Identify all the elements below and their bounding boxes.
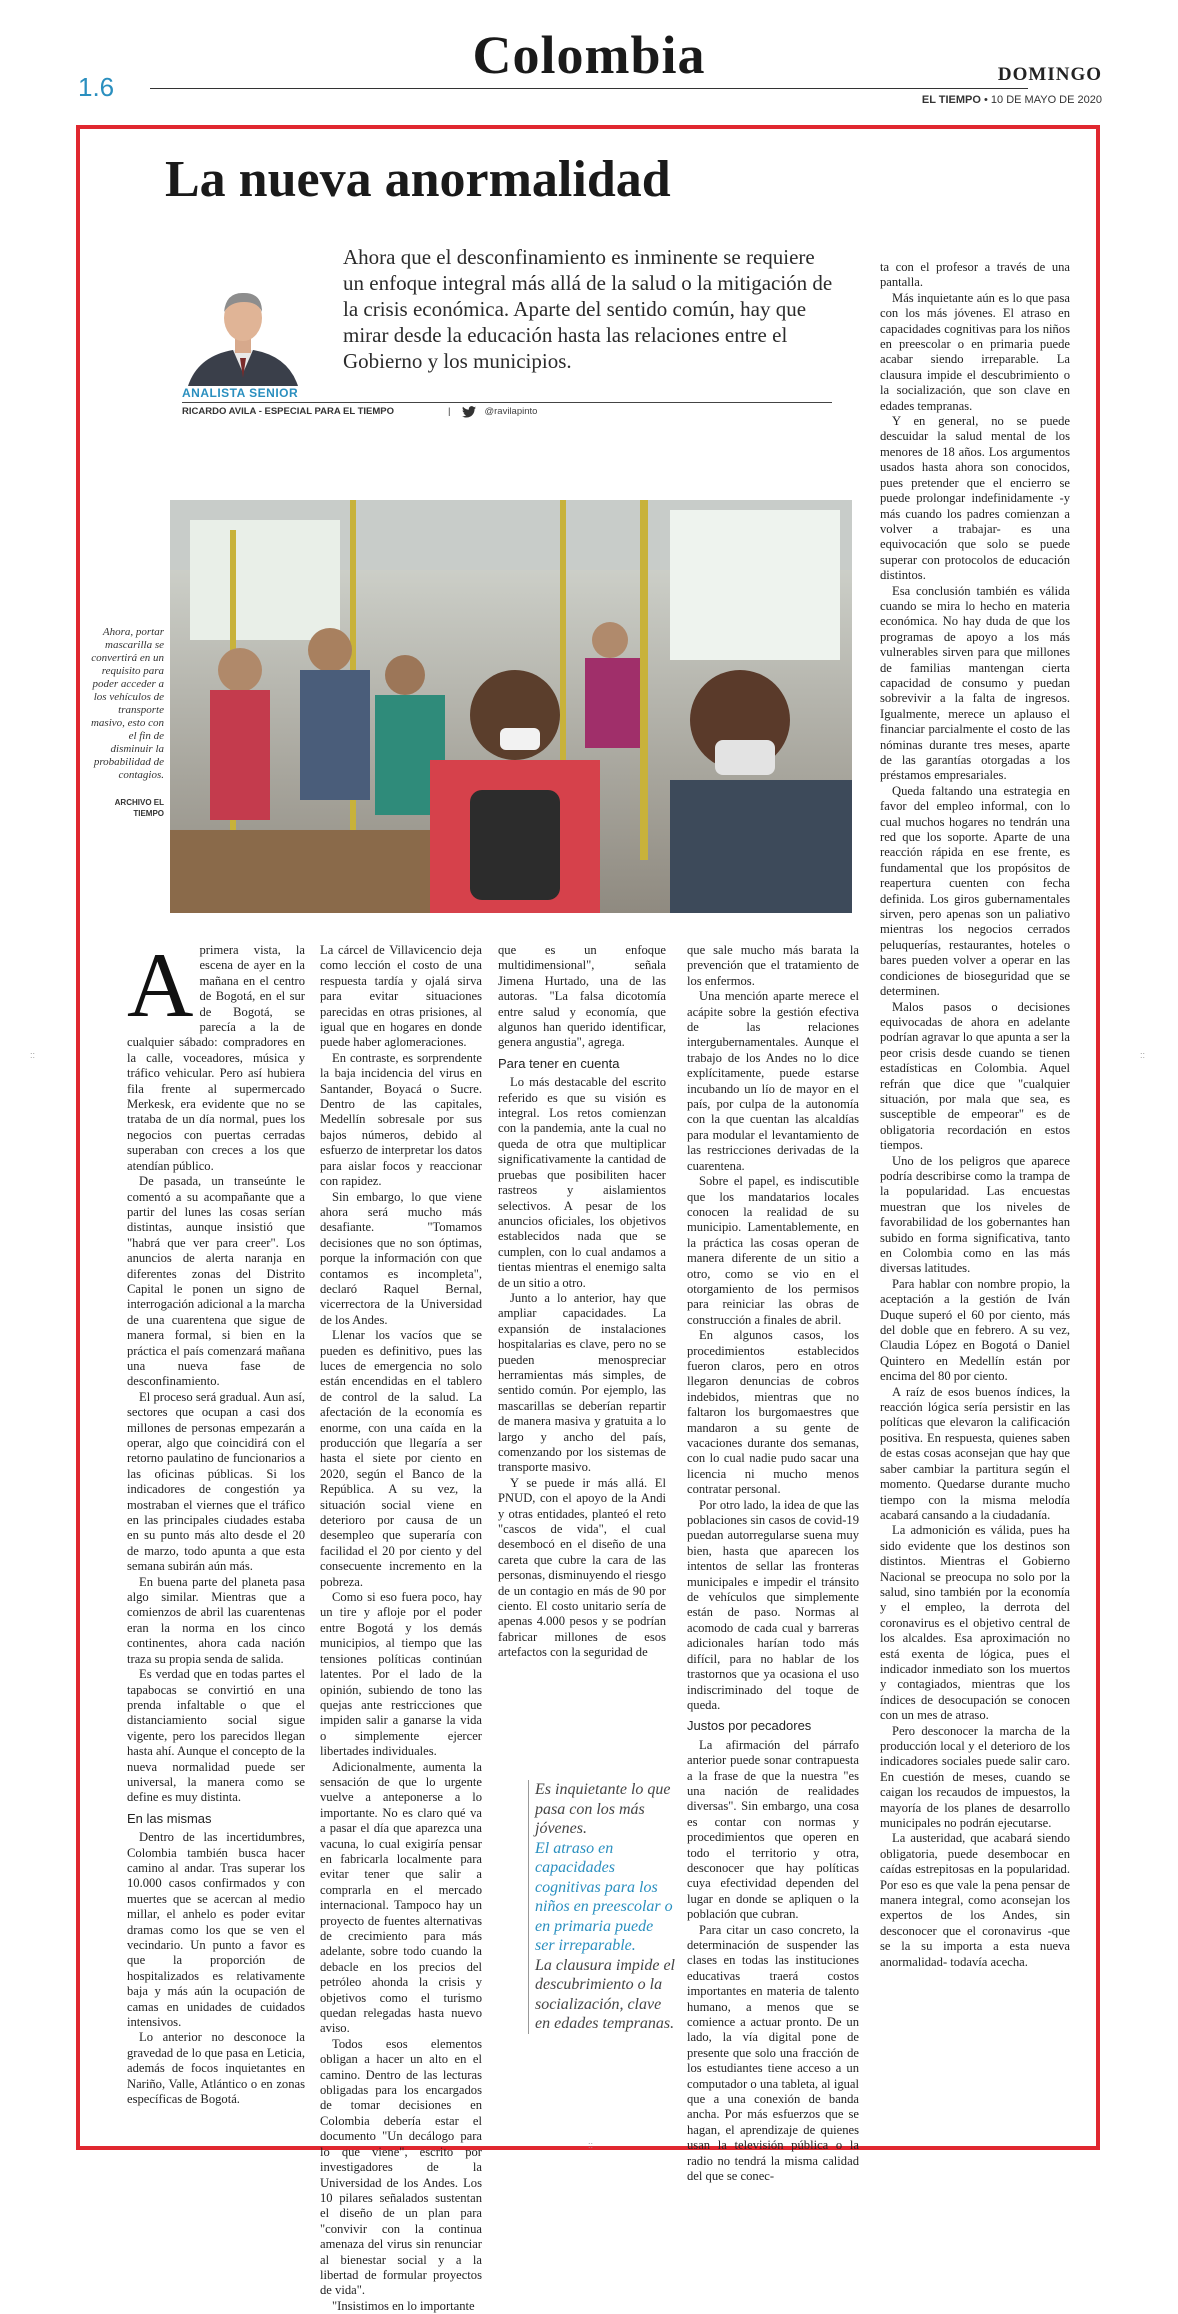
- paragraph: La afirmación del párrafo anterior puede sonar contrapuesta a la frase de que la nuestra "es una nación de realidades diversas". Sin embargo, una cosa es contar con normas y procedimientos que operen en todo el territorio y otra, desconocer que hay políticas cuya efectividad dependen del lugar en donde se apliquen o la población que cubran.: [687, 1737, 859, 1922]
- paragraph: Para hablar con nombre propio, la aceptación a la gestión de Iván Duque superó el 60 por ciento, más del doble que en febrero. A su vez, Claudia López en Bogotá o Daniel Quintero en Medellín están por encima del 80 por ciento.: [880, 1276, 1070, 1384]
- article-column-5: [880, 260, 1070, 2090]
- crop-mark: ::: [588, 2140, 594, 2150]
- paragraph: Sin embargo, lo que viene ahora será mucho más desafiante. "Tomamos decisiones que no son óptimas, porque la información con que contamos es incompleta", declaró Raquel Bernal, vicerrectora de la Universidad de los Andes.: [320, 1189, 482, 1327]
- paragraph: Malos pasos o decisiones equivocadas de ahora en adelante podrían agravar lo que apunta a ser la peor crisis desde cuando se tienen estadísticas en Colombia. Aquel refrán que dice que "cualquier situación, por mala que sea, es susceptible de empeorar" es de obligatoria recordación en estos tiempos.: [880, 999, 1070, 1153]
- paragraph: Y en general, no se puede descuidar la salud mental de los menores de 18 años. Los argumentos usados hasta ahora son conocidos, pues pretender que el encierro se puede prolongar indefinidamente -y más cuando los padres comienzan a volver a trabajar- es una equivocación que solo se puede superar con protocolos de educación distintos.: [880, 414, 1070, 583]
- pull-quote: [528, 1780, 676, 2034]
- twitter-handle[interactable]: @ravilapinto: [484, 406, 538, 417]
- section-title: Colombia: [472, 25, 706, 85]
- paragraph: El proceso será gradual. Aun así, sectores que ocupan a casi dos millones de personas empezarán a operar, algo que coincidirá con el retorno paulatino de funcionarios a las oficinas públicas. Si los indicadores de congestión ya mostraban el viernes que el tráfico en las principales ciudades estaba en su punto más alto desde el 20 de marzo, todo apunta a que esta semana subirán aún más.: [127, 1389, 305, 1574]
- paragraph: La austeridad, que acabará siendo obligatoria, puede desembocar en caídas estrepitosas en la popularidad. Por eso es que vale la pena pensar de manera integral, como aconsejan los expertos de los Andes, sin desconocer que el coronavirus -que se la su importa a esta nueva anormalidad- todavía acecha.: [880, 1831, 1070, 1969]
- article-photo: [170, 500, 852, 913]
- twitter-icon: [462, 406, 476, 418]
- byline: [182, 402, 832, 420]
- pull-quote-highlight: El atraso en capacidades cognitivas para los niños en preescolar o en primaria puede ser irreparable.: [535, 1839, 673, 1954]
- paragraph: En algunos casos, los procedimientos establecidos fueron claros, pero en otros llegaron denuncias de cobros indebidos, mientras que no faltaron los burgomaestres que mandaron a su gente de vacaciones durante dos semanas, con lo cual nadie pudo sacar una licencia ni mucho menos contratar personal.: [687, 1328, 859, 1497]
- paragraph: Sobre el papel, es indiscutible que los mandatarios locales conocen la realidad de su municipio. Lamentablemente, en la práctica las cosas operan de manera diferente de un sitio a otro, como se vio en el otorgamiento de los permisos para reiniciar las obras de construcción a finales de abril.: [687, 1174, 859, 1327]
- paragraph: La cárcel de Villavicencio deja como lección el costo de una respuesta tardía y ojalá sirva para evitar situaciones parecidas en otras prisiones, al igual que en hogares en donde puede haber aglomeraciones.: [320, 943, 482, 1050]
- paragraph: Pero desconocer la marcha de la producción local y el deterioro de los indicadores sociales puede salir caro. En cuestión de meses, cuando se caigan los recaudos de impuestos, la mayoría de los planes de desarrollo municipales no podrán ejecutarse.: [880, 1723, 1070, 1831]
- paragraph: Más inquietante aún es lo que pasa con los más jóvenes. El atraso en capacidades cognitivas para los niños en preescolar o en primaria puede acabar siendo irreparable. La clausura impide el descubrimiento o la socialización, que son clave en edades tempranas.: [880, 290, 1070, 413]
- crop-mark: ::: [30, 1050, 36, 1060]
- paragraph: A raíz de esos buenos índices, la reacción lógica sería persistir en las políticas que elevaron la calificación positiva. En respuesta, quienes saben de estas cosas aconsejan que hay que saber cambiar la partitura según el momento. Quedarse durante mucho tiempo con la misma melodía acabará cansando a la ciudadanía.: [880, 1384, 1070, 1522]
- paragraph: Todos esos elementos obligan a hacer un alto en el camino. Dentro de las lecturas obligadas para los encargados de tomar decisiones en Colombia debería estar el documento "Un decálogo para lo que viene", escrito por investigadores de la Universidad de los Andes. Los 10 pilares señalados sustentan el diseño de un plan para "convivir con la continua amenaza del virus sin renunciar al bienestar social y a la libertad de formular proyectos de vida".: [320, 2036, 482, 2298]
- paragraph: que es un enfoque multidimensional", señala Jimena Hurtado, una de las autoras. "La falsa dicotomía entre salud y economía, que algunos han querido identificar, genera angustia", agrega.: [498, 943, 666, 1050]
- paragraph: Esa conclusión también es válida cuando se mira lo hecho en materia económica. No hay duda de que los programas de apoyo a los más vulnerables sirven para que millones de familias mantengan cierta capacidad de consumo y puedan sobrevivir a la falta de ingresos. Igualmente, merece un aplauso el financiar parcialmente el costo de las nóminas durante tres meses, aparte de las garantías otorgadas a los préstamos empresariales.: [880, 583, 1070, 783]
- pull-quote-close: La clausura impide el descubrimiento o la socialización, clave en edades tempranas.: [535, 1956, 675, 2032]
- paragraph: En buena parte del planeta pasa algo similar. Mientras que a comienzos de abril las cuarentenas eran la norma en los cinco continentes, ahora cada nación traza su propia senda de salida.: [127, 1574, 305, 1666]
- article-column-2: [320, 943, 482, 2313]
- paragraph: Adicionalmente, aumenta la sensación de que lo urgente vuelve a anteponerse a lo importante. No es claro qué va a pasar el día que aparezca una vacuna, lo cual exigiría pensar en fabricarla localmente para evitar tener que salir a comprarla en el mercado internacional. Tampoco hay un proyecto de fuentes alternativas de crecimiento para más adelante, sobre todo cuando la debacle en los precios del petróleo ahonda la crisis y objetivos como el turismo quedan relegadas hasta nuevo aviso.: [320, 1759, 482, 2036]
- dateline: [922, 94, 1102, 106]
- paragraph: La admonición es válida, pues ha sido evidente que los destinos son distintos. Mientras el Gobierno Nacional se preocupa no solo por la salud, sino también por la economía y el empleo, la derrota del coronavirus es el objetivo central de los alcaldes. Esa aproximación no está exenta de lógica, pues el indicador inmediato son los muertos y contagiados, mientras que los índices de desocupación se conocen con un mes de atraso.: [880, 1523, 1070, 1723]
- author-photo: [178, 278, 308, 386]
- paragraph: Como si eso fuera poco, hay un tire y afloje por el poder entre Bogotá y los demás municipios, al tiempo que las tensiones políticas continúan latentes. Por el lado de la opinión, subiendo de tono las quejas ante restricciones que impiden salir a ganarse la vida o simplemente ejercer libertades individuales.: [320, 1590, 482, 1759]
- paragraph: Una mención aparte merece el acápite sobre la gestión efectiva de las relaciones intergubernamentales. Aunque el trabajo de los Andes no lo dice explícitamente, puede estarse incubando un lío de mayor en el país, por culpa de la autonomía con la que cuentan las alcaldías para modular el levantamiento de las restricciones derivadas de la cuarentena.: [687, 989, 859, 1173]
- byline-separator: |: [448, 406, 451, 417]
- crop-mark: ::: [1140, 1050, 1146, 1060]
- masthead-rule: [150, 88, 1028, 89]
- paragraph: De pasada, un transeúnte le comentó a su acompañante que a partir del lunes las cosas serían distintas, aunque insistió que "habrá que ver para creer". Los anuncios de alerta naranja en diferentes zonas del Distrito Capital le ponen un signo de interrogación adicional a la marcha de una cuarentena que sigue de manera formal, si bien en la práctica el país comenzará mañana una nueva fase de desconfinamiento.: [127, 1174, 305, 1389]
- photo-credit: ARCHIVO EL TIEMPO: [114, 798, 164, 818]
- paragraph: "Insistimos en lo importante: [332, 2298, 475, 2313]
- paragraph: Es verdad que en todas partes el tapabocas se convirtió en una prenda infaltable o que el distanciamiento social sigue vigente, pero los parecidos llegan hasta ahí. Aunque el concepto de la nueva normalidad puede ser universal, la manera como se define es muy distinta.: [127, 1667, 305, 1805]
- publication-date: • 10 DE MAYO DE 2020: [984, 94, 1102, 106]
- paragraph-text: primera vista, la escena de ayer en la mañana en el centro de Bogotá, en el sur de Bogotá, se parecía a la de cualquier sábado: compradores en la calle, voceadores, música y tráfico vehicular. Pero así hubiera fila frente al supermercado Merkesk, era evidente que no se trataba de un día normal, pues los negocios con puertas cerradas superaban con creces a los que atendían público.: [127, 943, 305, 1173]
- paragraph: Dentro de las incertidumbres, Colombia también busca hacer camino al andar. Tras superar los 10.000 casos confirmados y con muertes que se acercan al medio millar, el anhelo es poder evitar dramas como los que se ven el vecindario. Un punto a favor es que la proporción de hospitalizados es relativamente baja y más aún la ocupación de camas en unidades de cuidados intensivos.: [127, 1830, 305, 2030]
- subheading: En las mismas: [127, 1810, 212, 1826]
- paragraph: Junto a lo anterior, hay que ampliar capacidades. La expansión de instalaciones hospitalarias es clave, pero no se pueden menospreciar herramientas más simples, de sentido común. Por ejemplo, las mascarillas se deberían repartir de manera masiva y gratuita a lo largo y ancho del país, comenzando por los sistemas de transporte masivo.: [498, 1290, 666, 1475]
- paragraph: En contraste, es sorprendente la baja incidencia del virus en Santander, Boyacá o Sucre. Dentro de las capitales, Medellín sobresale por sus bajos números, debido al esfuerzo de interpretar los datos para aislar focos y reaccionar con rapidez.: [320, 1050, 482, 1189]
- author-role: ANALISTA SENIOR: [182, 386, 299, 400]
- paragraph: [127, 934, 305, 1174]
- day-label: DOMINGO: [997, 64, 1102, 85]
- page-number: 1.6: [78, 72, 115, 102]
- byline-author: RICARDO AVILA - ESPECIAL PARA EL TIEMPO: [182, 406, 395, 417]
- photo-caption: Ahora, portar mascarilla se convertirá en un requisito para poder acceder a los vehículos de transporte masivo, esto con el fin de disminuir la probabilidad de contagios.: [90, 626, 164, 781]
- subheading: Para tener en cuenta: [498, 1055, 620, 1071]
- article-headline: La nueva anormalidad: [165, 151, 671, 208]
- article-deck: Ahora que el desconfinamiento es inminente se requiere un enfoque integral más allá de la salud o la mitigación de la crisis económica. Aparte del sentido común, hay que mirar desde la educación hasta las relaciones entre el Gobierno y los municipios.: [343, 245, 833, 373]
- article-column-4: [687, 943, 859, 2184]
- pull-quote-lead: Es inquietante lo que pasa con los más jóvenes.: [535, 1781, 671, 1837]
- paragraph: Queda faltando una estrategia en favor del empleo informal, con lo cual muchos hogares no tendrán una red que los soporte. Aparte de una reacción rápida en ese frente, es fundamental que los propósitos de reapertura cuenten con fecha definida. Los giros gubernamentales sirven, pero apenas son un paliativo mientras los negocios cerrados peluquerías, restaurantes, hoteles o bares pueden volver a operar en las condiciones de bioseguridad que se determinen.: [880, 783, 1070, 999]
- article-column-3: [498, 943, 666, 1783]
- article-column-1: [127, 934, 305, 2107]
- drop-cap: A: [127, 934, 194, 1036]
- publication-name: EL TIEMPO: [921, 94, 981, 106]
- paragraph: Para citar un caso concreto, la determinación de suspender las clases en todas las instituciones educativas traerá costos importantes en materia de talento humano, a menos que se comience a actuar pronto. De un lado, la vía digital pone de presente que solo una fracción de los estudiantes tiene acceso a un computador o una tableta, al igual que a una conexión de banda ancha. Por más esfuerzos que se hagan, el aprendizaje de quienes usan la televisión pública o la radio no tendrá la misma calidad del que se conec-: [687, 1922, 859, 2184]
- paragraph: Lo más destacable del escrito referido es que su visión es integral. Los retos comienzan con la pandemia, ante la cual no queda de otra que multiplicar significativamente la cantidad de pruebas que posibiliten hacer rastreos y aislamientos selectivos. A pesar de los anuncios oficiales, los objetivos establecidos nada que se cumplen, con lo cual andamos a tientas mientras el enemigo salta de un sitio a otro.: [498, 1075, 666, 1290]
- subheading: Justos por pecadores: [687, 1718, 812, 1734]
- paragraph: que sale mucho más barata la prevención que el tratamiento de los enfermos.: [687, 943, 859, 988]
- paragraph: Lo anterior no desconoce la gravedad de lo que pasa en Leticia, además de focos inquietantes en Nariño, Valle, Atlántico o en zonas específicas de Bogotá.: [127, 2030, 305, 2107]
- paragraph: Llenar los vacíos que se pueden es definitivo, pues las luces de emergencia no solo están encendidas en el tablero de control de la salud. La afectación de la economía es enorme, con una caída en la producción que llegaría a ser hasta el siete por ciento en 2020, según el Banco de la República. A su vez, la situación social viene en deterioro por causa de un desempleo que superaría con facilidad el 20 por ciento y del consecuente incremento en la pobreza.: [320, 1328, 482, 1589]
- paragraph: ta con el profesor a través de una pantalla.: [880, 260, 1070, 290]
- paragraph: Por otro lado, la idea de que las poblaciones sin casos de covid-19 puedan autorregularse suena muy bien, hasta que aparecen los intentos de sellar las fronteras municipales e impedir el tránsito de vehículos que simplemente están de paso. Normas al acomodo de cada cual y barreras adicionales harían todo más difícil, para no hablar de los trastornos que ya ocasiona el uso indiscriminado del toque de queda.: [687, 1497, 859, 1712]
- paragraph: Uno de los peligros que aparece podría describirse como la trampa de la popularidad. Las encuestas muestran que los niveles de favorabilidad de los gobernantes han subido en forma significativa, tanto en Colombia como en las más diversas latitudes.: [880, 1153, 1070, 1276]
- paragraph: Y se puede ir más allá. El PNUD, con el apoyo de la Andi y otras entidades, planteó el reto "cascos de vida", el cual desembocó en el diseño de una careta que cubre la cara de las personas, disminuyendo el riesgo de un contagio en más de 90 por ciento. El costo unitario sería de apenas 4.000 pesos y se podrían fabricar millones de esos artefactos con la seguridad de: [498, 1475, 666, 1660]
